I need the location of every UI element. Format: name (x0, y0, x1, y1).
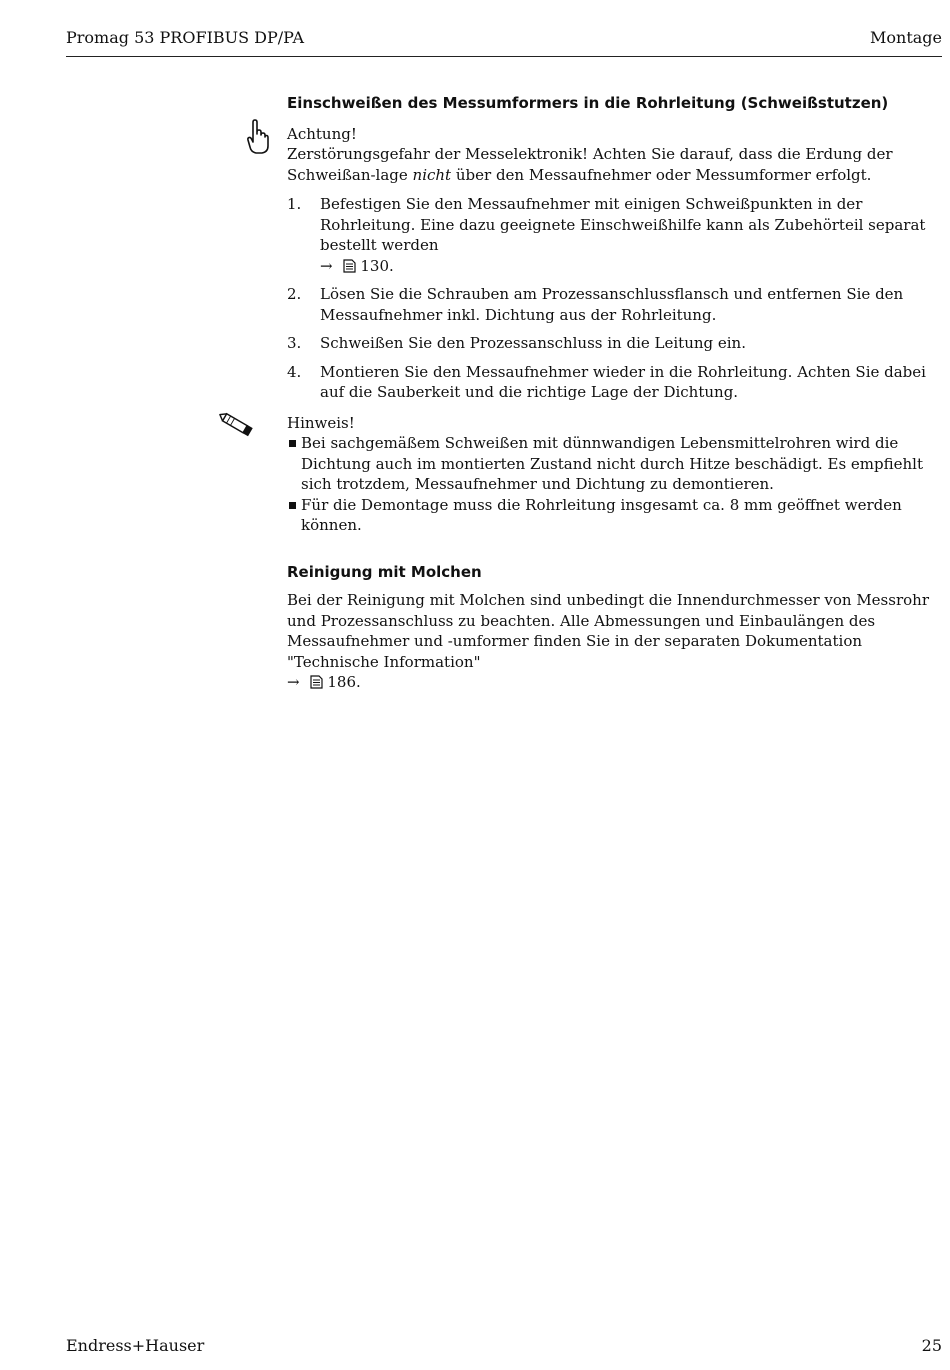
section-title: Montage (870, 28, 942, 47)
steps-list (287, 194, 942, 403)
cleaning-text: Bei der Reinigung mit Molchen sind unbedingt die Innendurchmesser von Messrohr und Prozessanschluss zu beachten. Alle Abmessungen und Einbaulängen des Messaufnehmer und -umformer finden Sie in der separaten Dokumentation "Technische Information" → 186. (287, 591, 929, 691)
document-icon (343, 259, 356, 273)
arrow-icon: → (320, 256, 333, 275)
page-number: 25 (921, 1336, 942, 1355)
list-item: 1. Befestigen Sie den Messaufnehmer mit einigen Schweißpunkten in der Rohrleitung. Eine dazu geeignete Einschweißhilfe kann als Zubehörteil separat bestellt werden → 130. (287, 195, 926, 275)
page-reference[interactable]: → 186. (287, 673, 361, 691)
document-icon (310, 675, 323, 689)
note-bullets (287, 433, 942, 536)
page-header (66, 26, 942, 57)
list-item: 3. Schweißen Sie den Prozessanschluss in die Leitung ein. (287, 334, 746, 352)
warning-block (287, 124, 942, 186)
heading-welding: Einschweißen des Messumformers in die Rohrleitung (Schweißstutzen) (287, 94, 889, 112)
note-block (287, 413, 942, 536)
brand-name: Endress+Hauser (66, 1336, 205, 1355)
list-item: Für die Demontage muss die Rohrleitung insgesamt ca. 8 mm geöffnet werden können. (287, 495, 942, 536)
list-item: 4. Montieren Sie den Messaufnehmer wieder in die Rohrleitung. Achten Sie dabei auf die Sauberkeit und die richtige Lage der Dichtung. (287, 362, 926, 401)
pointing-hand-icon (239, 118, 279, 158)
main-content (287, 93, 942, 693)
arrow-icon: → (287, 673, 300, 691)
warning-text: Zerstörungsgefahr der Messelektronik! Achten Sie darauf, dass die Erdung der Schweißan-lage nicht über den Messaufnehmer oder Messumformer erfolgt. (287, 145, 893, 184)
heading-cleaning: Reinigung mit Molchen (287, 562, 482, 581)
bullet-icon (289, 502, 296, 509)
document-title: Promag 53 PROFIBUS DP/PA (66, 28, 305, 47)
note-label: Hinweis! (287, 413, 355, 432)
bullet-icon (289, 440, 296, 447)
pencil-icon (217, 405, 257, 445)
list-item: 2. Lösen Sie die Schrauben am Prozessanschlussflansch und entfernen Sie den Messaufnehmer inkl. Dichtung aus der Rohrleitung. (287, 285, 904, 324)
page-reference[interactable]: → 130. (320, 256, 394, 275)
warning-label: Achtung! (287, 124, 357, 143)
list-item: Bei sachgemäßem Schweißen mit dünnwandigen Lebensmittelrohren wird die Dichtung auch im montierten Zustand nicht durch Hitze beschädigt. Es empfiehlt sich trotzdem, Messaufnehmer und Dichtung zu demontieren. (287, 433, 942, 495)
